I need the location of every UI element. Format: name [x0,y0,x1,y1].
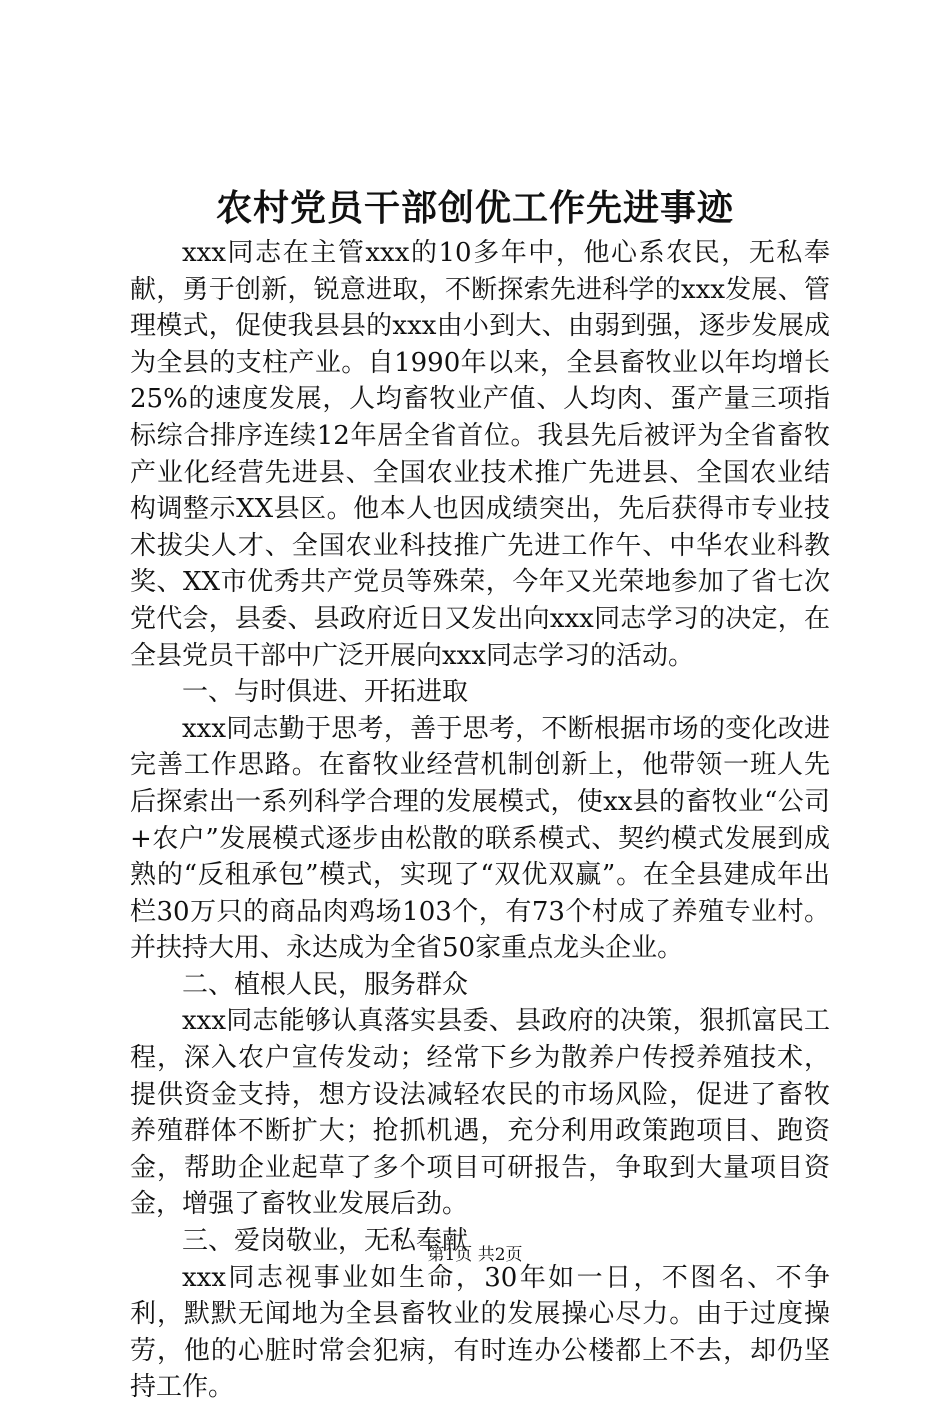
section-heading-3: 三、爱岗敬业，无私奉献 [182,1226,469,1257]
intro-paragraph: xxx同志在主管xxx的10多年中，他心系农民，无私奉献，勇于创新，锐意进取，不断探索先进科学的xxx发展、管理模式，促使我县县的xxx由小到大、由弱到强，逐步发展成为全县的支柱产业。自1990年以来，全县畜牧业以年均增长25%的速度发展，人均畜牧业产值、人均肉、蛋产量三项指标综合排序连续12年居全省首位。我县先后被评为全省畜牧产业化经营先进县、全国农业技术推广先进县、全国农业结构调整示XX县区。他本人也因成绩突出，先后获得市专业技术拔尖人才、全国农业科技推广先进工作午、中华农业科教奖、XX市优秀共产党员等殊荣，今年又光荣地参加了省七次党代会，县委、县政府近日又发出向xxx同志学习的决定，在全县党员干部中广泛开展向xxx同志学习的活动。 [130,238,830,671]
section-paragraph-3: xxx同志视事业如生命，30年如一日，不图名、不争利，默默无闻地为全县畜牧业的发展操心尽力。由于过度操劳，他的心脏时常会犯病，有时连办公楼都上不去，却仍坚持工作。 [130,1262,830,1403]
section-paragraph-1: xxx同志勤于思考，善于思考，不断根据市场的变化改进完善工作思路。在畜牧业经营机制创新上，他带领一班人先后探索出一系列科学合理的发展模式，使xx县的畜牧业“公司+农户”发展模式逐步由松散的联系模式、契约模式发展到成熟的“反租承包”模式，实现了“双优双赢”。在全县建成年出栏30万只的商品肉鸡场103个，有73个村成了养殖专业村。并扶持大用、永达成为全省50家重点龙头企业。 [130,713,830,964]
section-heading-2: 二、植根人民，服务群众 [182,969,469,1000]
document-body [130,235,830,1406]
page-number-footer: 第1页 共2页 [427,1245,523,1265]
document-title: 农村党员干部创优工作先进事迹 [215,187,734,229]
section-heading-1: 一、与时俱进、开拓进取 [182,677,469,708]
section-paragraph-2: xxx同志能够认真落实县委、县政府的决策，狠抓富民工程，深入农户宣传发动；经常下乡为散养户传授养殖技术，提供资金支持，想方设法减轻农民的市场风险，促进了畜牧养殖群体不断扩大；抢抓机遇，充分利用政策跑项目、跑资金，帮助企业起草了多个项目可研报告，争取到大量项目资金，增强了畜牧业发展后劲。 [130,1006,830,1220]
